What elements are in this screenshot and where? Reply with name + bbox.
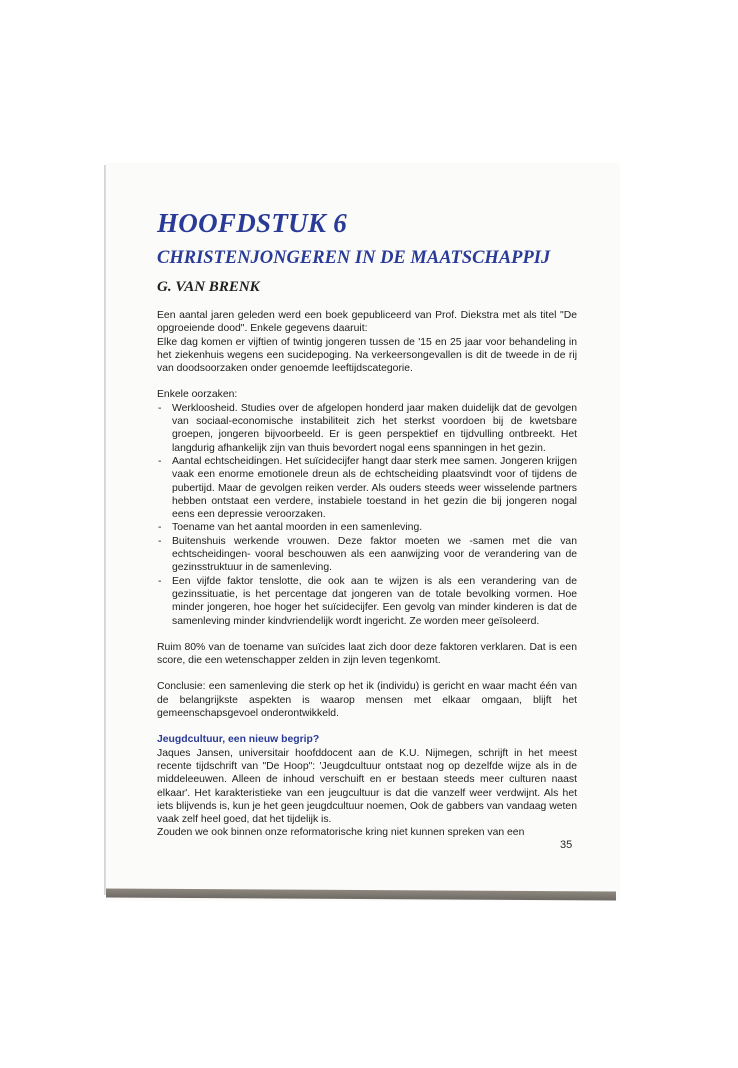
list-item: - Aantal echtscheidingen. Het suïcidecijfer hangt daar sterk mee samen. Jongeren krijgen vaak een enorme emotionele dreun als de echtscheiding plaatsvindt voor of tijdens de pubertijd. Maar de gevolgen reiken verder. Als ouders steeds weer wisselende partners hebben ontstaat een verdere, instabiele toestand in het gezin die bij jongeren nogal eens een depressie veroorzaken. [157, 455, 577, 521]
page-content [157, 208, 577, 840]
section-paragraph: Jaques Jansen, universitair hoofddocent aan de K.U. Nijmegen, schrijft in het meest recente tijdschrift van "De Hoop": 'Jeugdcultuur ontstaat nog op dezelfde wijze als in de middeleeuwen. Alleen de inhoud verschuift en er bestaan steeds meer culturen naast elkaar'. Het karakteristieke van een jeugcultuur is dat die vanzelf weer verdwijnt. Als het iets blijvends is, kun je het geen jeugdcultuur noemen, Ook de gabbers van vandaag weten vaak zelf heel goed, dat het tijdelijk is. [157, 747, 577, 826]
chapter-subtitle: CHRISTENJONGEREN IN DE MAATSCHAPPIJ [157, 248, 551, 268]
causes-list [157, 402, 577, 628]
section-heading: Jeugdcultuur, een nieuw begrip? [157, 734, 320, 746]
article-body [157, 309, 577, 840]
section-paragraph: Zouden we ook binnen onze reformatorische kring niet kunnen spreken van een [157, 827, 525, 839]
paragraph-ruim: Ruim 80% van de toename van suïcides laat zich door deze faktoren verklaren. Dat is een score, die een wetenschapper zelden in zijn leven tegenkomt. [157, 641, 577, 667]
intro-paragraph: Een aantal jaren geleden werd een boek gepubliceerd van Prof. Diekstra met als titel "De opgroeiende dood". Enkele gegevens daaruit: [157, 310, 577, 335]
causes-heading: Enkele oorzaken: [157, 389, 238, 401]
chapter-title: HOOFDSTUK 6 [157, 208, 348, 238]
page-number: 35 [560, 839, 573, 851]
list-item: - Een vijfde faktor tenslotte, die ook aan te wijzen is als een verandering van de gezinssituatie, is het percentage dat jongeren van de totale bevolking vormen. Hoe minder jongeren, hoe hoger het suïcidecijfer. Een gevolg van minder kinderen is dat de samenleving minder kindvriendelijk wordt ingericht. Ze worden meer geïsoleerd. [157, 575, 577, 628]
list-item: - Werkloosheid. Studies over de afgelopen honderd jaar maken duidelijk dat de gevolgen van sociaal-economische instabiliteit zich het sterkst voordoen bij de kwetsbare groepen, jongeren bijvoorbeeld. Er is geen perspektief en tijdvulling ontbreekt. Het langdurig afhankelijk zijn van thuis bevordert nogal eens spanningen in het gezin. [157, 402, 577, 455]
author-name: G. VAN BRENK [157, 279, 260, 295]
list-item: - Toename van het aantal moorden in een samenleving. [157, 521, 577, 534]
list-item: - Buitenshuis werkende vrouwen. Deze faktor moeten we -samen met die van echtscheidingen- vooral beschouwen als een aanwijzing voor de verandering van de gezinsstruktuur in de samenleving. [157, 535, 577, 575]
paragraph-conclusie: Conclusie: een samenleving die sterk op het ik (individu) is gericht en waar macht één van de belangrijkste aspekten is waarop mensen met elkaar omgaan, blijft het gemeenschapsgevoel onderontwikkeld. [157, 681, 577, 720]
intro-paragraph: Elke dag komen er vijftien of twintig jongeren tussen de '15 en 25 jaar voor behandeling in het ziekenhuis wegens een sucidepoging. Na verkeersongevallen is dit de tweede in de rij van doodsoorzaken onder genoemde leeftijdscategorie. [157, 336, 577, 375]
